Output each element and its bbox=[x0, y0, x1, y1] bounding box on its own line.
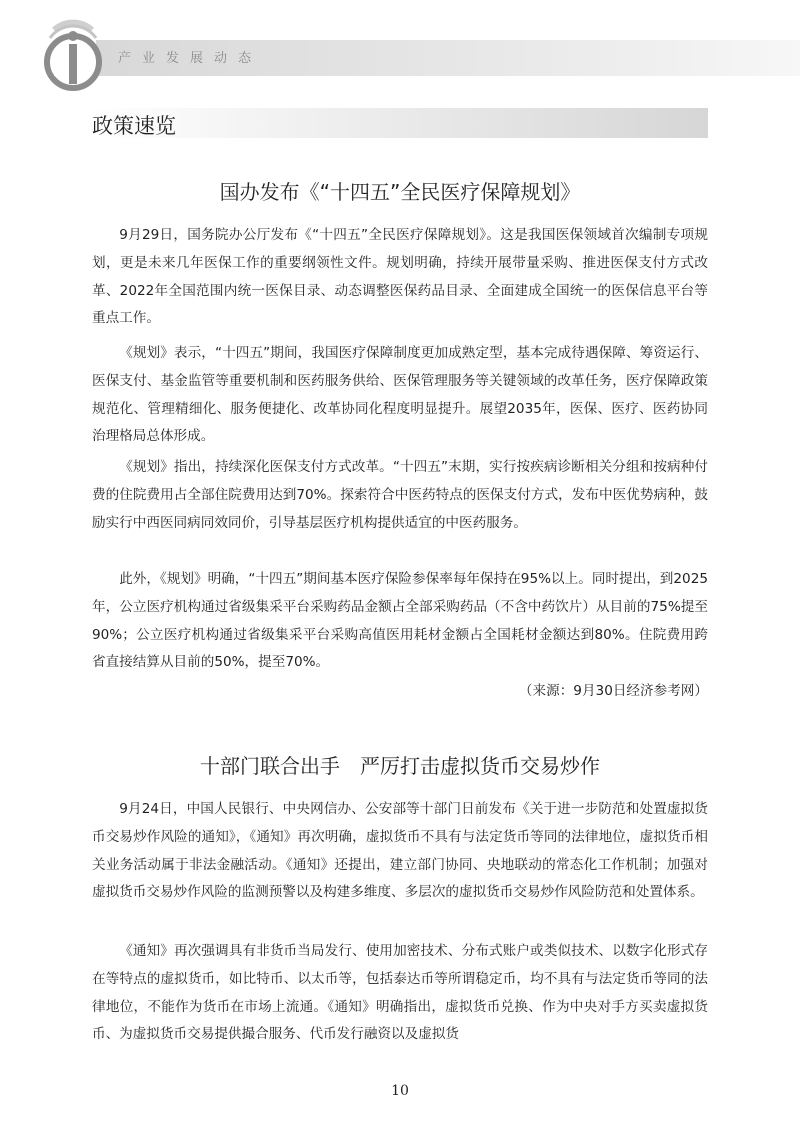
header-title: 产业发展动态 bbox=[118, 51, 263, 66]
article-paragraph: 《通知》再次强调具有非货币当局发行、使用加密技术、分布式账户或类似技术、以数字化形式存在等特点的虚拟货币，如比特币、以太币等，包括泰达币等所谓稳定币，均不具有与法定货币等同的法律地位，不能作为货币在市场上流通。《通知》明确指出，虚拟货币兑换、作为中央对手方买卖虚拟货币、为虚拟货币交易提供撮合服务、代币发行融资以及虚拟货 bbox=[92, 943, 708, 1043]
article-title: 十部门联合出手 严厉打击虚拟货币交易炒作 bbox=[200, 754, 600, 778]
article-paragraph: 9月24日，中国人民银行、中央网信办、公安部等十部门日前发布《关于进一步防范和处置虚拟货币交易炒作风险的通知》，《通知》再次明确，虚拟货币不具有与法定货币等同的法律地位，虚拟货币相关业务活动属于非法金融活动。《通知》还提出，建立部门协同、央地联动的常态化工作机制；加强对虚拟货币交易炒作风险的监测预警以及构建多维度、多层次的虚拟货币交易炒作风险防范和处置体系。 bbox=[92, 801, 708, 901]
article-paragraph: 此外，《规划》明确，“十四五”期间基本医疗保险参保率每年保持在95%以上。同时提出，到2025年，公立医疗机构通过省级集采平台采购药品金额占全部采购药品（不含中药饮片）从目前的75%提至90%；公立医疗机构通过省级集采平台采购高值医用耗材金额占全国耗材金额达到80%。住院费用跨省直接结算从目前的50%，提至70%。 bbox=[92, 571, 708, 671]
section-bar bbox=[92, 108, 708, 138]
publication-logo-icon bbox=[40, 14, 106, 94]
article-title: 国办发布《“十四五”全民医疗保障规划》 bbox=[219, 180, 581, 204]
page-number: 10 bbox=[391, 1083, 409, 1099]
article-paragraph: 《规划》指出，持续深化医保支付方式改革。“十四五”末期，实行按疾病诊断相关分组和按病种付费的住院费用占全部住院费用达到70%。探索符合中医药特点的医保支付方式，发布中医优势病种，鼓励实行中西医同病同效同价，引导基层医疗机构提供适宜的中医药服务。 bbox=[92, 459, 708, 531]
article-paragraph: 《规划》表示，“十四五”期间，我国医疗保障制度更加成熟定型，基本完成待遇保障、筹资运行、医保支付、基金监管等重要机制和医药服务供给、医保管理服务等关键领域的改革任务，医疗保障政策规范化、管理精细化、服务便捷化、改革协同化程度明显提升。展望2035年，医保、医疗、医药协同治理格局总体形成。 bbox=[92, 345, 708, 445]
section-title: 政策速览 bbox=[92, 114, 176, 138]
article-source: （来源：9月30日经济参考网） bbox=[518, 683, 708, 699]
article-paragraph: 9月29日，国务院办公厅发布《“十四五”全民医疗保障规划》。这是我国医保领域首次编制专项规划，更是未来几年医保工作的重要纲领性文件。规划明确，持续开展带量采购、推进医保支付方式改革、2022年全国范围内统一医保目录、动态调整医保药品目录、全面建成全国统一的医保信息平台等重点工作。 bbox=[92, 227, 708, 327]
